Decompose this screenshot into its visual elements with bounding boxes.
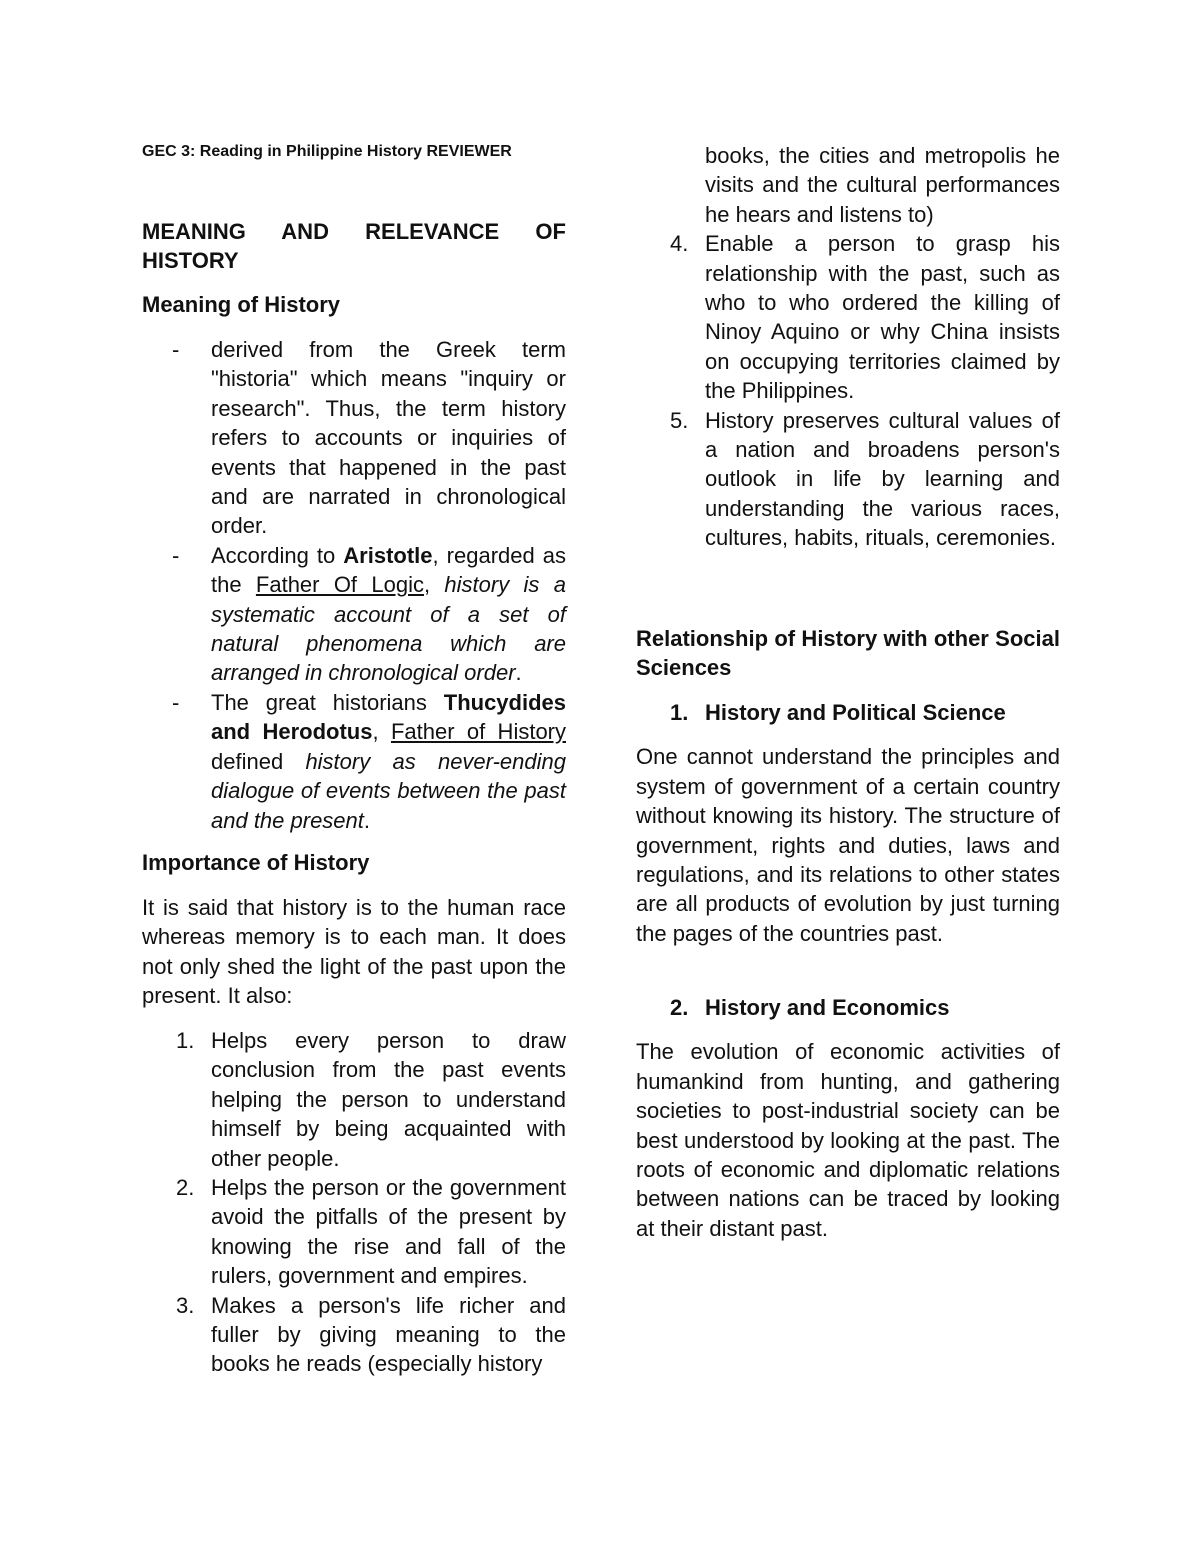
number-marker: 1. xyxy=(670,700,689,725)
text-run: , regarded as the xyxy=(211,542,567,598)
list-item xyxy=(636,229,1060,405)
item-text: derived from the Greek term "historia" which means "inquiry or research". Thus, the term history refers to accounts or inquiries of events that happened in the past and are narrated in chronological order. xyxy=(211,337,566,539)
subsection-text: One cannot understand the principles and system of government of a certain country without knowing its history. The structure of government, rights and duties, laws and regulations, and its relations to other states are all products of evolution by just turning the pages of the countries past. xyxy=(636,744,1060,946)
subsection-title-text: History and Political Science xyxy=(705,700,1006,725)
father-of-history-underline: Father of History xyxy=(390,719,567,745)
text-run: . xyxy=(515,660,522,686)
number-marker: 1. xyxy=(176,1028,195,1053)
item-text: History preserves cultural values of a nation and broadens person's outlook in life by learning and understanding the various races, cultures, habits, rituals, ceremonies. xyxy=(705,407,1060,551)
list-item xyxy=(142,1291,566,1379)
importance-intro: It is said that history is to the human race whereas memory is to each man. It does not only shed the light of the past upon the present. It also: xyxy=(142,895,566,1009)
item-text: Helps the person or the government avoid the pitfalls of the present by knowing the rise and fall of the rulers, government and empires. xyxy=(211,1175,566,1289)
text-run: According to xyxy=(211,542,344,568)
subsection-political-science xyxy=(636,698,1060,948)
dash-marker: - xyxy=(172,337,180,362)
item-text xyxy=(211,541,566,688)
historians-bold: Thucydides and Herodotus xyxy=(211,689,566,745)
list-item xyxy=(142,541,566,688)
subsection-text: The evolution of economic activities of humankind from hunting, and gathering societies to post-industrial society can be best understood by looking at the past. The roots of economic and diplomatic relations between nations can be traced by looking at their distant past. xyxy=(636,1039,1060,1241)
item-text: Helps every person to draw conclusion from the past events helping the person to understand himself by being acquainted with other people. xyxy=(211,1028,566,1171)
list-item-continued xyxy=(636,141,1060,229)
list-item xyxy=(142,688,566,835)
relationship-heading: Relationship of History with other Social Sciences xyxy=(636,626,1060,681)
item-text xyxy=(211,688,566,835)
item-text: books, the cities and metropolis he visits and the cultural performances he hears and listens to) xyxy=(705,143,1060,227)
text-run: The great historians xyxy=(211,689,444,715)
meaning-list xyxy=(142,335,566,835)
father-of-logic-underline: Father Of Logic xyxy=(255,572,424,598)
main-heading xyxy=(142,217,566,276)
subsection-economics xyxy=(636,993,1060,1243)
text-run: , xyxy=(423,572,445,598)
main-heading-line1: MEANING AND RELEVANCE OF xyxy=(142,219,566,244)
subsection-title xyxy=(636,698,1060,727)
importance-list-col1 xyxy=(142,1026,566,1379)
item-text: Makes a person's life richer and fuller by giving meaning to the books he reads (especially history xyxy=(211,1292,566,1377)
text-run: , xyxy=(372,719,391,745)
document-title: GEC 3: Reading in Philippine History REVIEWER xyxy=(142,143,512,160)
list-item xyxy=(636,406,1060,553)
aristotle-bold: Aristotle xyxy=(343,542,433,568)
importance-heading: Importance of History xyxy=(142,850,370,875)
item-text: Enable a person to grasp his relationship with the past, such as who to who ordered the killing of Ninoy Aquino or why China insists on occupying territories claimed by the Philippines. xyxy=(705,231,1060,404)
list-item xyxy=(142,1173,566,1291)
list-item xyxy=(142,1026,566,1173)
number-marker: 2. xyxy=(176,1175,195,1201)
meaning-heading: Meaning of History xyxy=(142,292,341,317)
definition-italic: history is a systematic account of a set of natural phenomena which are arranged in chronological order xyxy=(211,572,566,686)
text-run: . xyxy=(363,807,371,833)
text-run: defined xyxy=(211,748,306,774)
main-heading-line2: HISTORY xyxy=(142,248,239,274)
subsection-title xyxy=(636,993,1060,1022)
dash-marker: - xyxy=(172,542,180,568)
subsection-title-text: History and Economics xyxy=(705,995,950,1020)
number-marker: 4. xyxy=(670,231,689,257)
definition-italic: history as never-ending dialogue of events between the past and the present xyxy=(211,748,566,833)
number-marker: 2. xyxy=(670,995,689,1020)
importance-list-col2 xyxy=(636,141,1060,553)
number-marker: 3. xyxy=(176,1292,195,1318)
dash-marker: - xyxy=(172,689,180,715)
number-marker: 5. xyxy=(670,407,689,433)
list-item xyxy=(142,335,566,541)
